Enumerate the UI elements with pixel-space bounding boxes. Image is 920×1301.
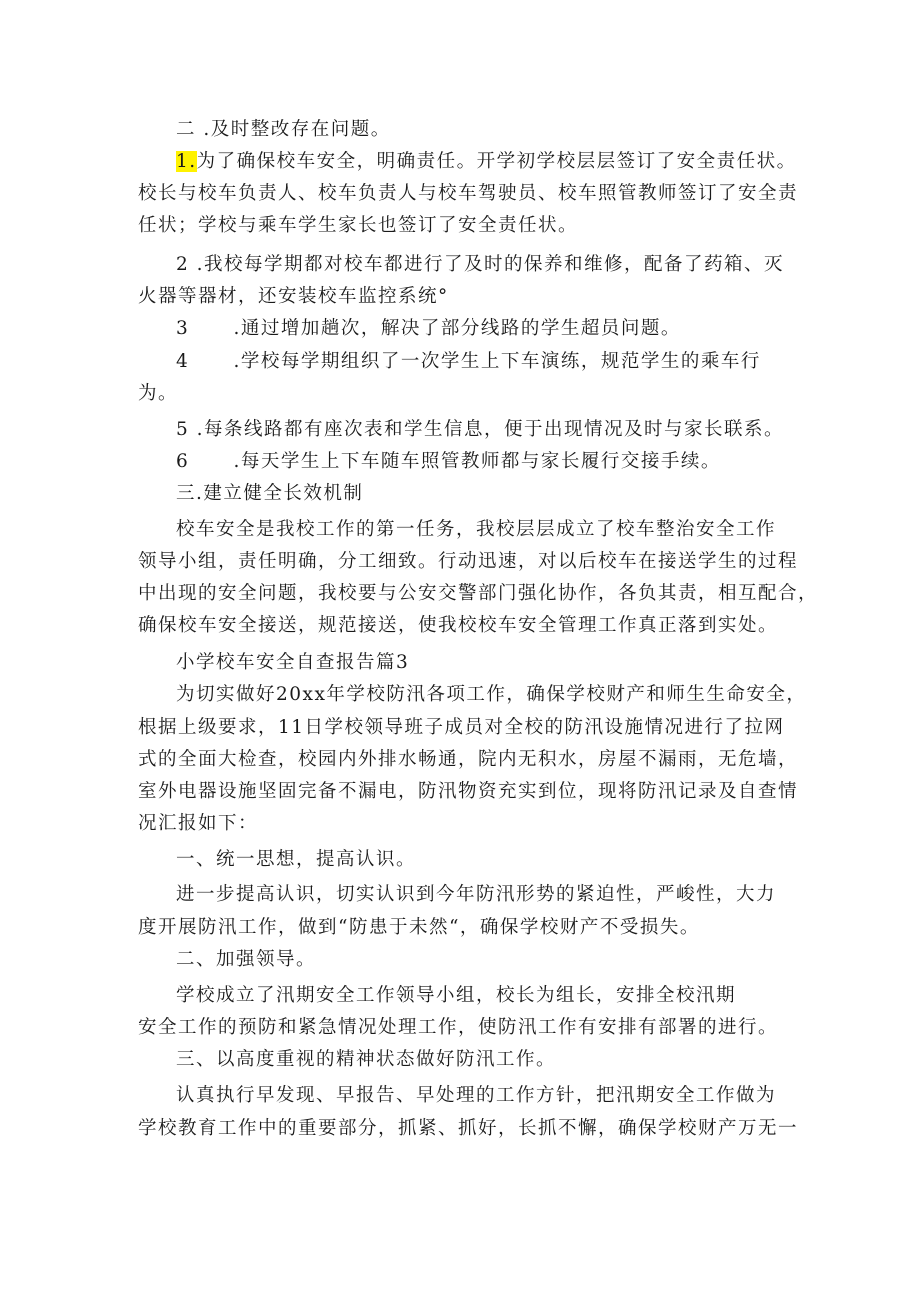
paragraph-line	[138, 1120, 798, 1139]
paragraph-line	[176, 485, 363, 504]
paragraph-line	[138, 719, 785, 738]
line-text: 校长与校车负责人、校车负责人与校车驾驶员、校车照管教师签订了安全责	[138, 183, 799, 204]
paragraph-line	[176, 1051, 556, 1070]
paragraph-line	[176, 353, 761, 372]
paragraph-line	[176, 851, 416, 870]
paragraph-line	[138, 783, 798, 802]
line-text: 确保校车安全接送，规范接送，使我校校车安全管理工作真正落到实处。	[138, 615, 779, 636]
line-text: 二、加强领导。	[176, 949, 317, 970]
paragraph-line	[176, 1087, 776, 1106]
paragraph-line	[176, 686, 806, 705]
line-text: 三、以高度重视的精神状态做好防汛工作。	[176, 1049, 557, 1070]
paragraph-line	[138, 617, 778, 636]
line-text: 况汇报如下：	[138, 813, 259, 834]
line-text: 一、统一思想，提高认识。	[176, 849, 417, 870]
line-text: 度开展防汛工作，做到“防患于未然“，确保学校财产不受损失。	[138, 917, 700, 938]
line-text: 三.建立健全长效机制	[176, 483, 364, 504]
paragraph-line	[176, 421, 784, 440]
line-text: 中出现的安全问题，我校要与公安交警部门强化协作，各负其责，相互配合，	[138, 583, 819, 604]
line-text: 为切实做好20xx年学校防汛各项工作，确保学校财产和师生生命安全，	[176, 684, 807, 705]
paragraph-line	[176, 153, 797, 172]
line-text: 3 .通过增加趟次，解决了部分线路的学生超员问题。	[176, 318, 681, 339]
highlighted-number: 1.	[176, 151, 197, 172]
line-text: 2 .我校每学期都对校车都进行了及时的保养和维修，配备了药箱、灭	[176, 254, 785, 275]
paragraph-line	[176, 951, 316, 970]
paragraph-line	[138, 385, 178, 404]
paragraph-line	[138, 553, 798, 572]
line-text: 室外电器设施坚固完备不漏电，防汛物资充实到位，现将防汛记录及自查情	[138, 781, 799, 802]
paragraph-line	[138, 751, 798, 770]
line-text: 认真执行早发现、早报告、早处理的工作方针，把汛期安全工作做为	[176, 1085, 777, 1106]
line-text: 5 .每条线路都有座次表和学生信息，便于出现情况及时与家长联系。	[176, 419, 785, 440]
line-text: 根据上级要求，11日学校领导班子成员对全校的防汛设施情况进行了拉网	[138, 717, 785, 738]
paragraph-line	[138, 1019, 778, 1038]
line-text: 6 .每天学生上下车随车照管教师都与家长履行交接手续。	[176, 451, 721, 472]
paragraph-line	[176, 256, 784, 275]
paragraph-line	[176, 453, 721, 472]
line-text: 为。	[138, 383, 179, 404]
line-text: 二 .及时整改存在问题。	[176, 119, 391, 140]
paragraph-line	[138, 585, 818, 604]
paragraph-line	[138, 919, 700, 938]
paragraph-line	[138, 217, 578, 236]
paragraph-line	[176, 654, 409, 673]
paragraph-line	[176, 121, 391, 140]
line-text: 火器等器材，还安装校车监控系统°	[138, 286, 449, 307]
line-text: 领导小组，责任明确，分工细致。行动迅速，对以后校车在接送学生的过程	[138, 551, 799, 572]
line-text: 学校教育工作中的重要部分，抓紧、抓好，长抓不懈，确保学校财产万无一	[138, 1118, 799, 1139]
line-text: 式的全面大检查，校园内外排水畅通，院内无积水，房屋不漏雨，无危墙，	[138, 749, 799, 770]
paragraph-line	[138, 815, 258, 834]
paragraph-line	[176, 987, 736, 1006]
line-text: 4 .学校每学期组织了一次学生上下车演练，规范学生的乘车行	[176, 351, 761, 372]
paragraph-line	[176, 320, 681, 339]
paragraph-line	[138, 185, 798, 204]
paragraph-line	[176, 521, 776, 540]
paragraph-line	[138, 288, 449, 307]
line-text: 小学校车安全自查报告篇3	[176, 652, 410, 673]
line-text: 校车安全是我校工作的第一任务，我校层层成立了校车整治安全工作	[176, 519, 777, 540]
line-text: 学校成立了汛期安全工作领导小组，校长为组长，安排全校汛期	[176, 985, 737, 1006]
line-text: 进一步提高认识，切实认识到今年防汛形势的紧迫性，严峻性，大力	[176, 884, 777, 905]
line-text: 为了确保校车安全，明确责任。开学初学校层层签订了安全责任状。	[196, 151, 797, 172]
paragraph-line	[176, 886, 776, 905]
line-text: 任状；学校与乘车学生家长也签订了安全责任状。	[138, 215, 579, 236]
line-text: 安全工作的预防和紧急情况处理工作，使防汛工作有安排有部署的进行。	[138, 1017, 779, 1038]
